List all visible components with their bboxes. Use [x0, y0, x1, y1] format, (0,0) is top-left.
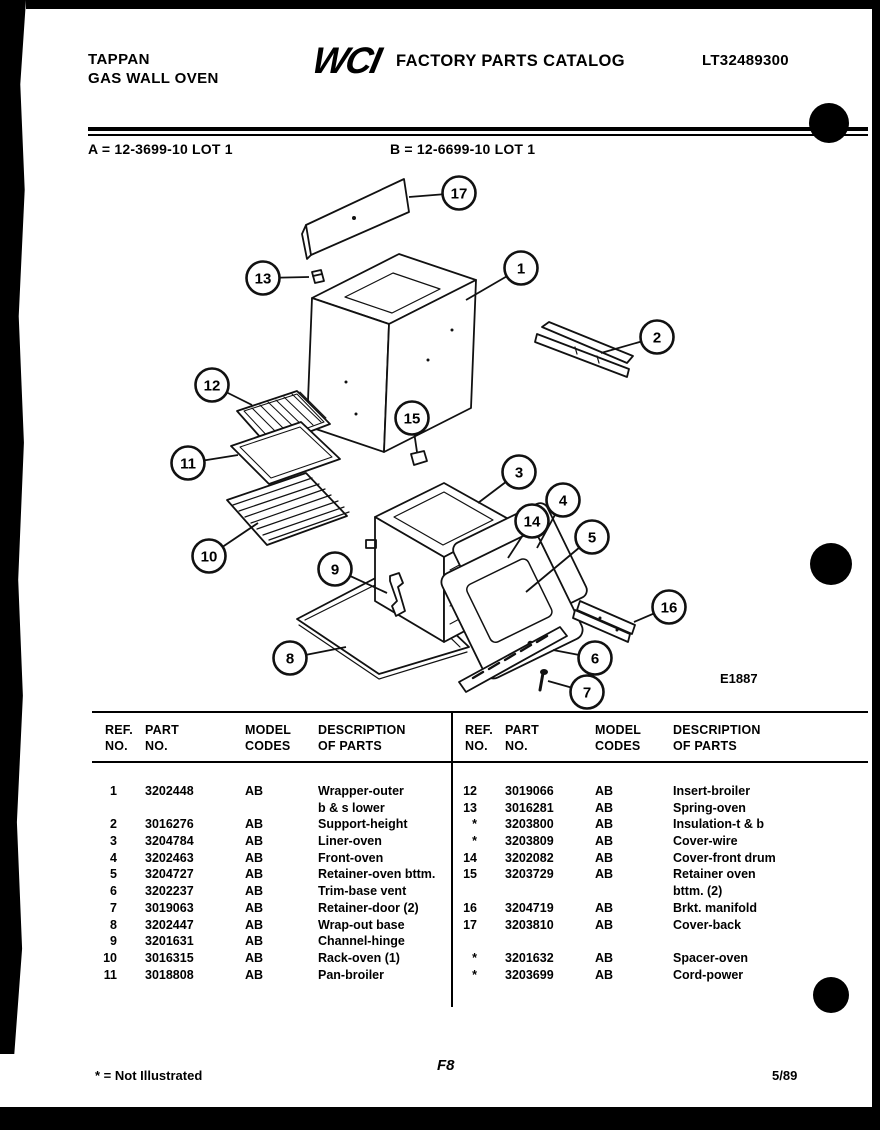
svg-text:17: 17: [450, 185, 468, 203]
cell-description: Trim-base vent: [318, 884, 407, 899]
cell-description: Spacer-oven: [673, 950, 749, 965]
cell-model-codes: AB: [595, 850, 614, 865]
cell-part-no: 3203729: [505, 867, 554, 882]
part-brkt-manifold: [573, 601, 635, 642]
col-header-ref: REF. NO.: [105, 723, 133, 753]
col-header-model: MODEL CODES: [245, 723, 292, 753]
callout-7: [548, 676, 604, 709]
cell-ref-no: 7: [110, 900, 117, 915]
table-row: [457, 918, 819, 935]
cell-ref-no: 4: [110, 850, 117, 865]
svg-text:15: 15: [403, 410, 421, 428]
table-row: [93, 817, 455, 834]
table-row: [93, 951, 455, 968]
callout-16: [634, 591, 686, 624]
cell-part-no: 3204784: [145, 834, 194, 849]
table-row: [93, 918, 455, 935]
cell-ref-no: 6: [110, 884, 117, 899]
callout-11: [172, 447, 239, 480]
svg-text:4: 4: [558, 492, 568, 510]
callout-13: [247, 262, 310, 295]
cell-model-codes: AB: [245, 884, 264, 899]
parts-table-right: [457, 784, 819, 984]
callout-10: [193, 523, 259, 573]
cell-ref-no: *: [472, 950, 477, 965]
cell-model-codes: AB: [245, 817, 264, 832]
catalog-title: FACTORY PARTS CATALOG: [396, 52, 626, 70]
cell-model-codes: AB: [595, 800, 614, 815]
figure-code: E1887: [720, 671, 758, 686]
col-header-desc: DESCRIPTION OF PARTS: [318, 723, 406, 753]
part-wrapper-outer: [307, 254, 476, 452]
cell-part-no: 3202447: [145, 917, 194, 932]
table-row: [457, 867, 819, 884]
part-rack-oven: [227, 473, 349, 545]
table-row: [93, 834, 455, 851]
cell-description: bttm. (2): [673, 884, 723, 899]
svg-text:2: 2: [652, 329, 662, 347]
part-screw: [540, 669, 548, 690]
cell-part-no: 3018808: [145, 967, 194, 982]
callout-8: [274, 642, 347, 675]
table-row-continuation: [457, 884, 819, 901]
cell-description: Brkt. manifold: [673, 900, 758, 915]
table-row: [457, 934, 819, 951]
svg-text:10: 10: [200, 548, 218, 566]
cell-part-no: 3019063: [145, 900, 194, 915]
svg-text:16: 16: [660, 599, 678, 617]
svg-text:5: 5: [587, 529, 597, 547]
cell-ref-no: 2: [110, 817, 117, 832]
cell-description: Insert-broiler: [673, 784, 751, 798]
table-row: [93, 884, 455, 901]
svg-text:14: 14: [523, 513, 541, 531]
table-row: [457, 784, 819, 801]
cell-ref-no: 17: [463, 917, 477, 932]
col-header-part: PART NO.: [145, 723, 179, 753]
cell-description: Front-oven: [318, 850, 384, 865]
table-row: [457, 968, 819, 985]
table-row: [457, 851, 819, 868]
svg-text:9: 9: [330, 561, 340, 579]
cell-part-no: 3016315: [145, 950, 194, 965]
col-header-model: MODEL CODES: [595, 723, 642, 753]
svg-text:6: 6: [590, 650, 600, 668]
table-row: [93, 851, 455, 868]
cell-part-no: 3204719: [505, 900, 554, 915]
cell-description: Support-height: [318, 817, 408, 832]
cell-ref-no: 15: [463, 867, 477, 882]
cell-model-codes: AB: [245, 967, 264, 982]
brand-name: TAPPAN: [88, 51, 150, 68]
not-illustrated-note: * = Not Illustrated: [95, 1068, 203, 1083]
cell-model-codes: AB: [595, 950, 614, 965]
table-row: [93, 867, 455, 884]
cell-description: Channel-hinge: [318, 934, 405, 949]
table-row: [457, 817, 819, 834]
cell-part-no: 3202463: [145, 850, 194, 865]
cell-part-no: 3204727: [145, 867, 194, 882]
cell-description: Cord-power: [673, 967, 744, 982]
part-retainer-clip: [411, 451, 427, 465]
cell-ref-no: 13: [463, 800, 477, 815]
cell-part-no: 3202082: [505, 850, 554, 865]
part-cover-back: [302, 179, 409, 259]
cell-ref-no: 14: [463, 850, 477, 865]
cell-model-codes: AB: [245, 900, 264, 915]
cell-part-no: 3016276: [145, 817, 194, 832]
table-row: [93, 934, 455, 951]
cell-model-codes: AB: [595, 867, 614, 882]
cell-model-codes: AB: [595, 900, 614, 915]
cell-ref-no: 5: [110, 867, 117, 882]
cell-model-codes: AB: [595, 917, 614, 932]
cell-ref-no: *: [472, 967, 477, 982]
cell-description: Liner-oven: [318, 834, 382, 849]
cell-ref-no: *: [472, 834, 477, 849]
cell-description: Insulation-t & b: [673, 817, 764, 832]
parts-table-left: [93, 784, 455, 984]
cell-part-no: 3016281: [505, 800, 554, 815]
table-row: [93, 968, 455, 985]
svg-text:13: 13: [254, 270, 272, 288]
wci-logo: WCI: [308, 40, 384, 81]
col-header-desc: DESCRIPTION OF PARTS: [673, 723, 761, 753]
table-row: [457, 834, 819, 851]
cell-model-codes: AB: [595, 817, 614, 832]
cell-description: Spring-oven: [673, 800, 746, 815]
cell-ref-no: 11: [103, 967, 117, 982]
cell-ref-no: 1: [110, 784, 117, 798]
cell-ref-no: 9: [110, 934, 117, 949]
cell-ref-no: 8: [110, 917, 117, 932]
cell-model-codes: AB: [245, 934, 264, 949]
cell-part-no: 3203810: [505, 917, 554, 932]
callout-1: [466, 252, 538, 301]
table-row: [93, 784, 455, 801]
cell-model-codes: AB: [595, 784, 614, 798]
cell-part-no: 3202448: [145, 784, 194, 798]
table-rule-header: [92, 761, 868, 763]
part-support-height: [535, 322, 633, 377]
cell-part-no: 3019066: [505, 784, 554, 798]
cell-description: Retainer-oven bttm.: [318, 867, 436, 882]
col-header-part: PART NO.: [505, 723, 539, 753]
cell-ref-no: *: [472, 817, 477, 832]
cell-ref-no: 12: [463, 784, 477, 798]
cell-part-no: 3202237: [145, 884, 194, 899]
cell-description: Rack-oven (1): [318, 950, 400, 965]
product-line: GAS WALL OVEN: [88, 70, 219, 87]
svg-text:11: 11: [180, 455, 196, 473]
cell-ref-no: 10: [103, 950, 117, 965]
cell-model-codes: AB: [245, 917, 264, 932]
cell-model-codes: AB: [245, 867, 264, 882]
part-spring-oven-screw: [312, 270, 324, 283]
cell-description: Cover-back: [673, 917, 742, 932]
cell-model-codes: AB: [245, 834, 264, 849]
cell-ref-no: 16: [463, 900, 477, 915]
cell-part-no: 3201632: [505, 950, 554, 965]
cell-description: Pan-broiler: [318, 967, 384, 982]
revision-date: 5/89: [772, 1068, 798, 1083]
svg-text:1: 1: [516, 260, 526, 278]
cell-description: Retainer-door (2): [318, 900, 419, 915]
cell-description: b & s lower: [318, 800, 385, 815]
col-header-ref: REF. NO.: [465, 723, 493, 753]
cell-model-codes: AB: [245, 784, 264, 798]
table-row: [457, 951, 819, 968]
cell-description: Cover-front drum: [673, 850, 776, 865]
cell-part-no: 3201631: [145, 934, 194, 949]
cell-model-codes: AB: [245, 950, 264, 965]
table-row: [457, 901, 819, 918]
svg-text:7: 7: [582, 684, 592, 702]
cell-description: Wrapper-outer: [318, 784, 404, 798]
table-row: [93, 901, 455, 918]
cell-part-no: 3203800: [505, 817, 554, 832]
callout-17: [409, 177, 476, 210]
svg-text:8: 8: [285, 650, 295, 668]
cell-ref-no: 3: [110, 834, 117, 849]
cell-part-no: 3203809: [505, 834, 554, 849]
cell-model-codes: AB: [595, 834, 614, 849]
model-number-a: A = 12-3699-10 LOT 1: [88, 141, 233, 157]
publication-number: LT32489300: [702, 52, 789, 69]
callout-3: [478, 456, 536, 504]
cell-part-no: 3203699: [505, 967, 554, 982]
svg-text:3: 3: [514, 464, 524, 482]
callout-12: [196, 369, 253, 406]
page-code: F8: [437, 1057, 455, 1074]
model-number-b: B = 12-6699-10 LOT 1: [390, 141, 536, 157]
cell-description: Cover-wire: [673, 834, 738, 849]
table-row-continuation: [93, 801, 455, 818]
table-row: [457, 801, 819, 818]
cell-description: Wrap-out base: [318, 917, 405, 932]
cell-description: Retainer oven: [673, 867, 756, 882]
cell-model-codes: AB: [245, 850, 264, 865]
table-rule-top: [92, 711, 868, 713]
cell-model-codes: AB: [595, 967, 614, 982]
svg-text:12: 12: [203, 377, 221, 395]
